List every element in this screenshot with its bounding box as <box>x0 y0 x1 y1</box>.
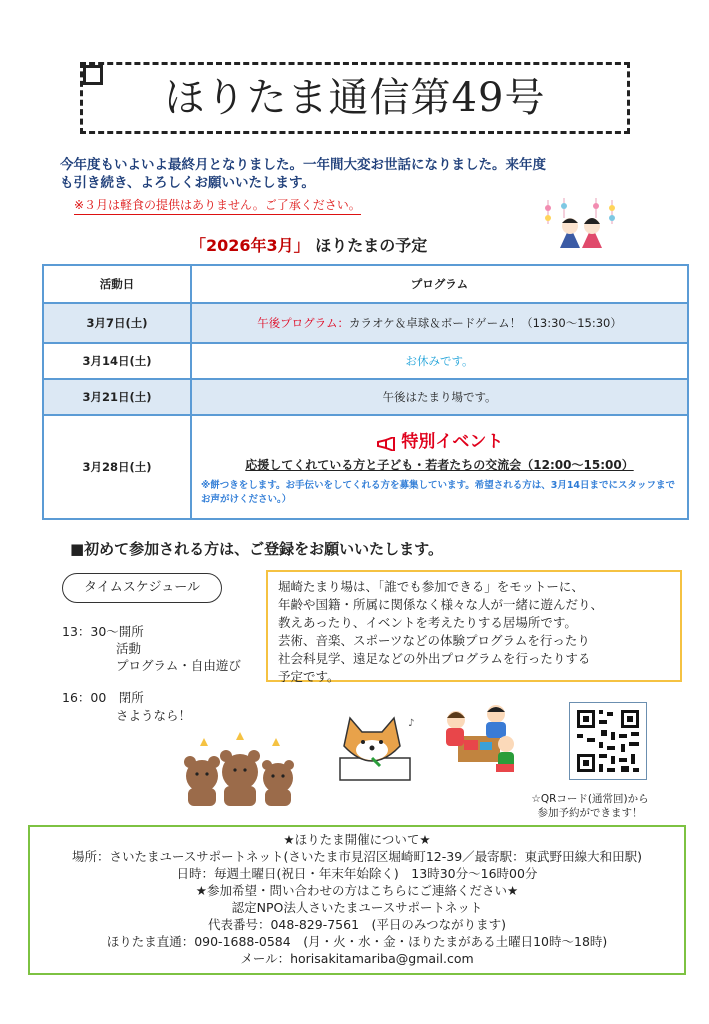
row-program: 午後はたまり場です。 <box>191 379 688 415</box>
event-title-line <box>193 427 686 452</box>
info-place: 場所：さいたまユースサポートネット(さいたま市見沼区堀崎町12-39／最寄駅：東武野田線大和田駅) <box>71 849 643 864</box>
org-name: 認定NPO法人さいたまユースサポートネット <box>231 900 483 915</box>
row-date: 3月28日(土) <box>43 415 191 519</box>
contact-email: メール：horisakitamariba@gmail.com <box>240 951 474 966</box>
qr-code-image[interactable] <box>569 702 647 780</box>
doll-left <box>560 218 580 248</box>
hina-doll-illustration <box>540 196 620 251</box>
megaphone-icon <box>376 437 398 451</box>
event-note: ※餅つきをします。お手伝いをしてくれる方を募集しています。希望される方は、3月14日までにスタッフまでお声がけください。） <box>201 480 676 505</box>
direct-phone: ほりたま直通：090-1688-0584 (月・火・水・金・ほりたまがある土曜日10時〜18時) <box>106 934 608 949</box>
program-label: 午後プログラム： <box>257 316 350 330</box>
table-row <box>43 343 688 379</box>
description-line: 年齢や国籍・所属に関係なく様々な人が一緒に遊んだり、 <box>278 597 604 612</box>
program-text: カラオケ＆卓球＆ボードゲーム！（13:30〜15:30） <box>349 316 622 330</box>
schedule-heading <box>190 233 427 256</box>
time-close: 16：00 閉所 <box>62 690 144 705</box>
row-program <box>191 415 688 519</box>
table-row <box>43 303 688 343</box>
intro-text <box>60 156 700 192</box>
description-line: 予定です。 <box>278 669 340 684</box>
row-program <box>191 303 688 343</box>
event-title: 特別イベント <box>401 432 504 452</box>
row-date: 3月21日(土) <box>43 379 191 415</box>
intro-line-1: 今年度もいよいよ最終月となりました。一年間大変お世話になりました。来年度 <box>60 157 546 173</box>
info-heading: ★ほりたま開催について★ <box>283 832 431 847</box>
page-title: ほりたま通信第49号 <box>164 75 546 121</box>
row-program: お休みです。 <box>191 343 688 379</box>
table-row <box>43 379 688 415</box>
schedule-month: 「2026年3月」 <box>190 236 310 255</box>
timeschedule-label: タイムスケジュール <box>62 573 222 603</box>
qr-caption-line-2: 参加予約ができます！ <box>537 807 643 819</box>
time-activity: 活動 <box>116 641 142 656</box>
row-date: 3月7日(土) <box>43 303 191 343</box>
description-box <box>266 570 682 682</box>
svg-text:♪: ♪ <box>408 718 415 729</box>
snack-notice: ※３月は軽食の提供はありません。ご了承ください。 <box>74 196 361 215</box>
schedule-table <box>42 264 689 520</box>
register-notice: ■初めて参加される方は、ご登録をお願いいたします。 <box>70 540 443 558</box>
contact-heading: ★参加希望・問い合わせの方はこちらにご連絡ください★ <box>195 883 519 898</box>
table-header <box>43 265 688 303</box>
table-row <box>43 415 688 519</box>
kids-playing-illustration <box>440 700 518 778</box>
bears-illustration <box>180 728 300 808</box>
shiba-dog-illustration <box>322 706 422 784</box>
time-open: 13：30〜開所 <box>62 624 144 639</box>
qr-caption-line-1: ☆QRコード(通常回)から <box>531 793 649 805</box>
description-line: 芸術、音楽、スポーツなどの体験プログラムを行ったり <box>278 633 590 648</box>
header-date: 活動日 <box>43 265 191 303</box>
doll-right <box>582 218 602 248</box>
info-box <box>28 825 686 975</box>
description-line: 教えあったり、イベントを考えたりする居場所です。 <box>278 615 577 630</box>
main-phone: 代表番号：048-829-7561 (平日のみつながります) <box>207 917 507 932</box>
description-line: 社会科見学、遠足などの外出プログラムを行ったりする <box>278 651 591 666</box>
hanging-ornaments <box>545 198 615 224</box>
qr-caption <box>500 792 680 820</box>
time-goodbye: さようなら！ <box>116 708 192 723</box>
schedule-title: ほりたまの予定 <box>315 236 428 255</box>
event-subtitle: 応援してくれている方と子ども・若者たちの交流会（12:00〜15:00） <box>245 458 634 472</box>
row-date: 3月14日(土) <box>43 343 191 379</box>
intro-line-2: も引き続き、よろしくお願いいたします。 <box>60 175 315 191</box>
header-program: プログラム <box>191 265 688 303</box>
info-date: 日時：毎週土曜日(祝日・年末年始除く) 13時30分〜16時00分 <box>176 866 538 881</box>
description-line: 堀崎たまり場は、「誰でも参加できる」をモットーに、 <box>278 579 584 594</box>
time-program: プログラム・自由遊び <box>116 658 241 673</box>
